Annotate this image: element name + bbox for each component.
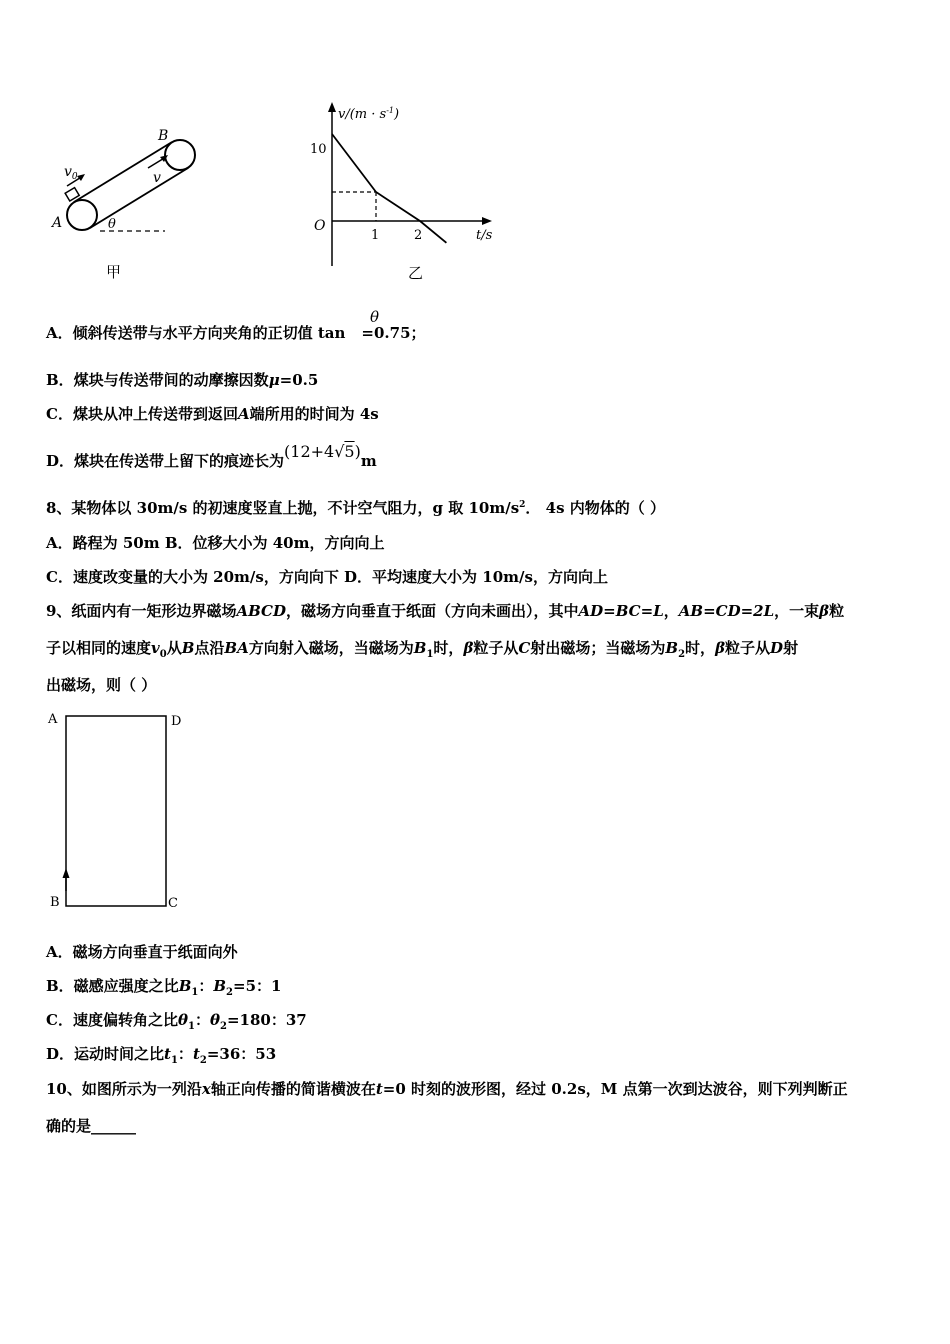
q9-stem-line1: 9、纸面内有一矩形边界磁场ABCD，磁场方向垂直于纸面（方向未画出），其中AD=BC=L，AB=CD=2L，一束β粒 xyxy=(46,602,845,620)
tick-label-1: 1 xyxy=(371,228,380,243)
tick-label-2: 2 xyxy=(414,228,423,243)
y-axis-label: $v/(m \cdot s^{-1})$ xyxy=(338,106,400,122)
q8-options-row2: C．速度改变量的大小为 20m/s，方向向下 D．平均速度大小为 10m/s，方向向上 xyxy=(46,568,608,586)
rect-label-D: D xyxy=(171,714,182,729)
label-theta: θ xyxy=(108,217,116,232)
figure-jia-conveyor xyxy=(40,110,220,290)
series-line-v-t xyxy=(332,134,446,243)
q7-option-d: D．煤块在传送带上留下的痕迹长为(12+4√5)m xyxy=(46,442,377,470)
label-v: v xyxy=(153,170,161,186)
q7-option-d-expression: (12+4√5) xyxy=(284,442,361,461)
q10-stem-line1: 10、如图所示为一列沿x轴正向传播的简谐横波在t=0 时刻的波形图，经过 0.2s，M 点第一次到达波谷，则下列判断正 xyxy=(46,1080,848,1098)
q9-option-d: D．运动时间之比$t_1$：$t_2=36$：53 xyxy=(46,1045,277,1066)
caption-jia: 甲 xyxy=(106,263,122,281)
q9-option-a: A．磁场方向垂直于纸面向外 xyxy=(46,943,238,961)
q10-stem-line2: 确的是______ xyxy=(46,1117,137,1135)
figure-rectangle-abcd xyxy=(44,706,194,916)
label-B: B xyxy=(158,128,169,144)
velocity-arrowhead xyxy=(63,868,70,878)
rect-label-B: B xyxy=(50,895,60,910)
q9-stem-line2: 子以相同的速度$v_0$从B点沿BA方向射入磁场，当磁场为$B_1$时，β粒子从C射出磁场；当磁场为$B_2$时，β粒子从D射 xyxy=(46,639,799,660)
v0-arrowhead xyxy=(77,174,85,181)
x-axis-arrowhead xyxy=(482,217,492,225)
q9-stem-line3: 出磁场，则（ ） xyxy=(46,676,157,694)
q9-option-c: C．速度偏转角之比$\theta_1$：$\theta_2=180$：37 xyxy=(46,1011,307,1032)
q8-options-row1: A．路程为 50m B．位移大小为 40m，方向向上 xyxy=(46,534,385,552)
caption-yi: 乙 xyxy=(408,264,424,282)
label-v0: $v_0$ xyxy=(64,164,78,182)
figure-yi-vt-graph xyxy=(300,98,510,288)
belt-lower-edge xyxy=(90,168,188,228)
q9-option-b: B．磁感应强度之比$B_1$：$B_2=5$：1 xyxy=(46,977,282,998)
q7-option-b: B．煤块与传送带间的动摩擦因数μ=0.5 xyxy=(46,371,319,389)
rect-label-C: C xyxy=(168,896,178,911)
label-A: A xyxy=(52,215,63,231)
q8-stem: 8、某物体以 30m/s 的初速度竖直上抛，不计空气阻力，g 取 $10m/s^2$． 4s 内物体的（ ） xyxy=(46,499,665,517)
origin-label: O xyxy=(314,218,326,234)
coal-block xyxy=(65,188,79,201)
magnetic-field-boundary xyxy=(66,716,166,906)
tick-label-10: 10 xyxy=(310,142,327,157)
q7-option-a-theta: θ xyxy=(370,308,380,326)
q7-option-a: A．倾斜传送带与水平方向夹角的正切值 tan =0.75； xyxy=(46,324,426,342)
y-axis-arrowhead xyxy=(328,102,336,112)
q7-option-c: C．煤块从冲上传送带到返回A端所用的时间为 4s xyxy=(46,405,379,423)
rect-label-A: A xyxy=(48,712,58,727)
x-axis-label: t/s xyxy=(476,228,493,243)
